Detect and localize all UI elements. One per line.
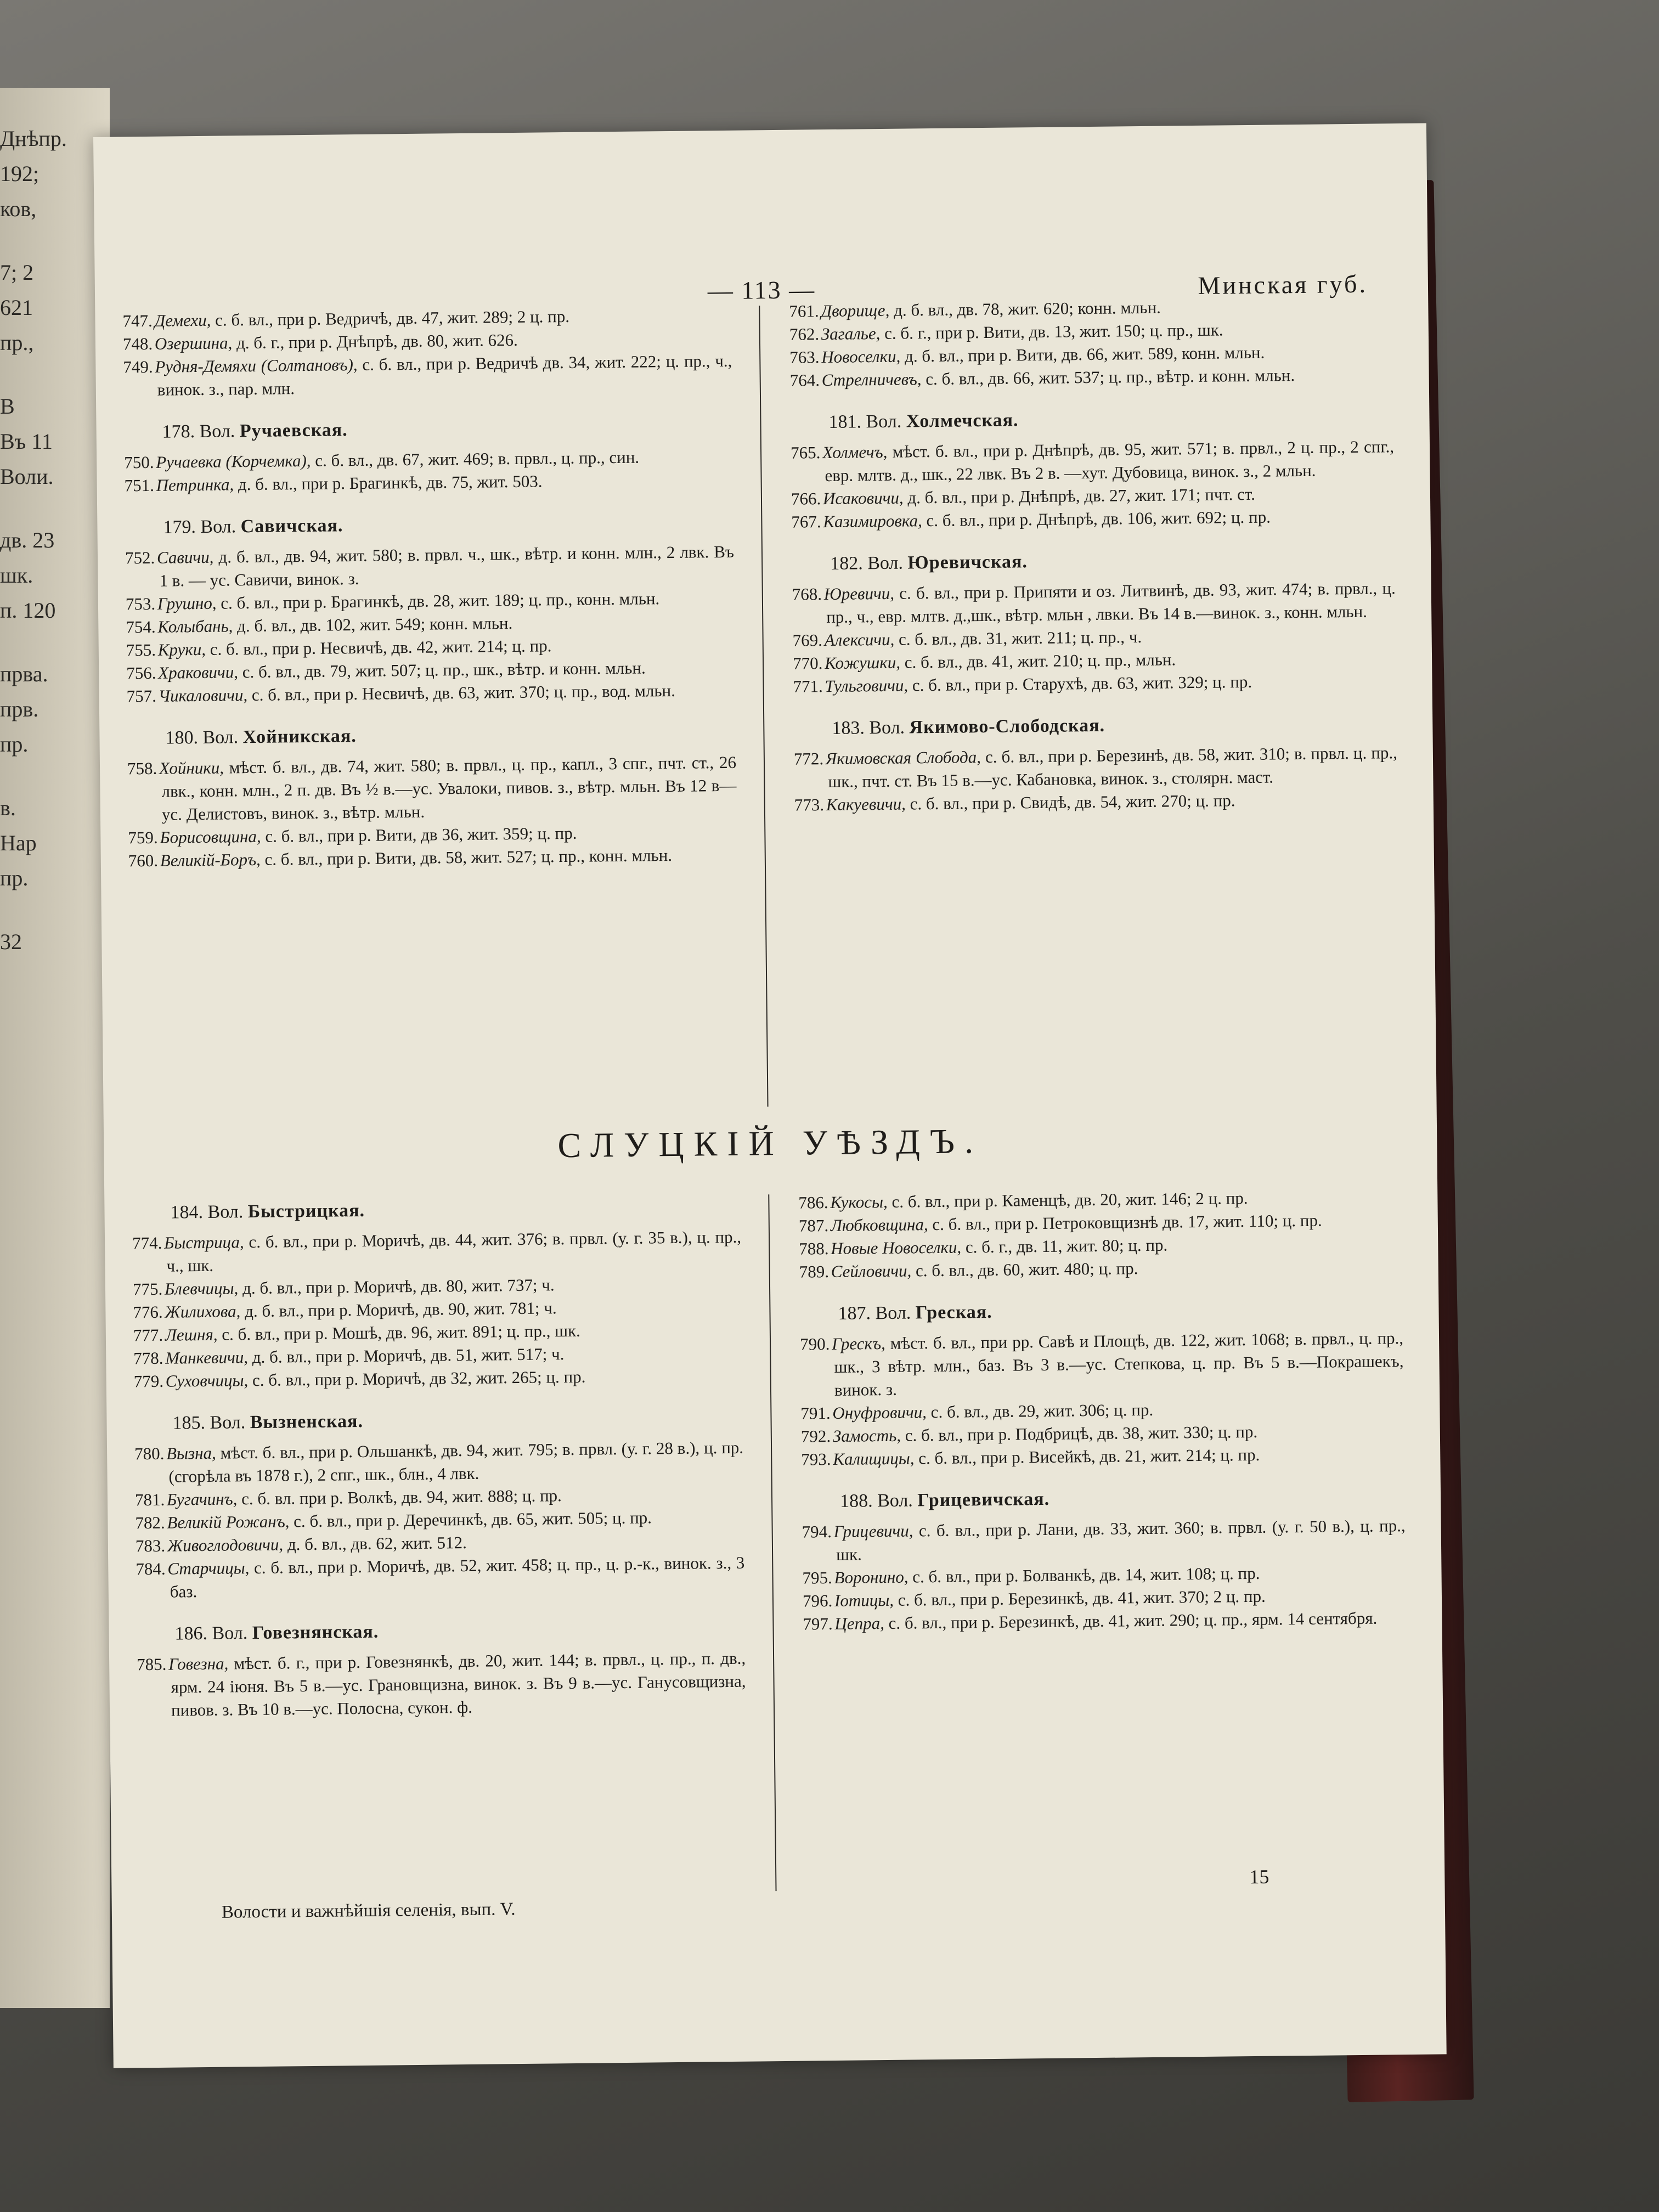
- entry-description: с. б. вл., при р. Березинкѣ, дв. 41, жит. 370; 2 ц. пр.: [898, 1586, 1266, 1610]
- entry-description: с. б. вл., при р. Болванкѣ, дв. 14, жит. 108; ц. пр.: [912, 1563, 1260, 1587]
- place-name: Жилихова,: [165, 1301, 241, 1322]
- entry-number: 768.: [792, 584, 822, 604]
- entry-description: с. б. вл., дв. 79, жит. 507; ц. пр., шк., вѣтр. и конн. мльн.: [242, 658, 646, 682]
- settlement-entry: [123, 349, 732, 402]
- volost-abbr: Вол.: [210, 1412, 246, 1433]
- settlement-entry: [802, 1514, 1406, 1567]
- volost-heading: [830, 546, 1395, 576]
- volost-abbr: Вол.: [207, 1201, 244, 1222]
- facing-page-fragment: Нар: [0, 831, 37, 855]
- volost-num: 188.: [839, 1491, 873, 1511]
- facing-page-fragment: в.: [0, 795, 16, 820]
- place-name: Стрелничевъ,: [821, 369, 922, 390]
- footer-caption: Волости и важнѣйшія селенія, вып. V.: [221, 1899, 516, 1922]
- entry-description: д. б. вл., при р. Днѣпрѣ, дв. 27, жит. 171; пчт. ст.: [907, 484, 1256, 507]
- place-name: Говезна,: [168, 1654, 229, 1674]
- volost-num: 180.: [165, 727, 199, 748]
- volost-heading: [174, 1616, 745, 1646]
- place-name: Якимовская Слобода,: [825, 747, 981, 769]
- volost-heading: [838, 1296, 1403, 1326]
- column-divider-top: [759, 306, 768, 1107]
- facing-page-fragment: пр.: [0, 732, 29, 757]
- page-number: — 113 —: [707, 275, 816, 305]
- entry-description: с. б. вл., при р. Лани, дв. 33, жит. 360; в. првл. (у. г. 50 в.), ц. пр., шк.: [836, 1516, 1406, 1564]
- volost-name: Юревичская.: [907, 551, 1028, 573]
- entry-number: 756.: [126, 663, 156, 683]
- settlement-entry: [791, 435, 1395, 488]
- place-name: Старчицы,: [167, 1558, 250, 1578]
- place-name: Какуевичи,: [826, 794, 906, 815]
- entry-description: с. б. вл., при р. Брагинкѣ, дв. 28, жит. 189; ц. пр., конн. мльн.: [221, 589, 660, 613]
- place-name: Замость,: [832, 1425, 901, 1446]
- place-name: Савичи,: [156, 547, 214, 567]
- column-bottom-right: [798, 1185, 1406, 1635]
- entry-number: 763.: [789, 347, 820, 367]
- entry-number: 748.: [122, 334, 153, 354]
- entry-description: с. б. вл., при р. Моричѣ, дв. 52, жит. 458; ц. пр., ц. р.-к., винок. з., 3 баз.: [170, 1553, 745, 1601]
- facing-page-text-fragments: [0, 88, 110, 2008]
- column-top-right: [789, 294, 1398, 816]
- volost-heading: [170, 1195, 741, 1225]
- entry-number: 754.: [126, 617, 156, 637]
- place-name: Быстрица,: [163, 1232, 244, 1252]
- volost-name: Якимово-Слободская.: [909, 715, 1105, 738]
- place-name: Грицевичи,: [833, 1521, 913, 1542]
- entry-number: 761.: [789, 301, 819, 321]
- place-name: Цепра,: [834, 1613, 885, 1633]
- entry-description: с. б. вл. при р. Волкѣ, дв. 94, жит. 888; ц. пр.: [241, 1486, 562, 1509]
- entry-number: 793.: [801, 1449, 831, 1469]
- place-name: Чикаловичи,: [158, 685, 248, 706]
- entry-number: 792.: [800, 1426, 831, 1446]
- entry-number: 755.: [126, 640, 156, 660]
- entry-number: 757.: [126, 686, 157, 706]
- entry-description: д. б. вл., при р. Моричѣ, дв. 51, жит. 517; ч.: [252, 1344, 565, 1367]
- entry-description: с. б. вл., при р. Несвичѣ, дв. 63, жит. 370; ц. пр., вод. мльн.: [251, 680, 676, 705]
- entry-number: 771.: [793, 676, 823, 696]
- entry-description: с. б. вл., при р. Несвичѣ, дв. 42, жит. 214; ц. пр.: [210, 636, 552, 659]
- running-title: Минская губ.: [1198, 269, 1368, 300]
- entry-number: 749.: [123, 357, 153, 377]
- entry-description: с. б. вл., при р. Подбрицѣ, дв. 38, жит. 330; ц. пр.: [905, 1421, 1258, 1445]
- volost-name: Быстрицкая.: [247, 1200, 365, 1222]
- entry-description: с. б. г., дв. 11, жит. 80; ц. пр.: [965, 1235, 1168, 1257]
- book-page: [93, 123, 1447, 2068]
- facing-page-fragment: пр.,: [0, 330, 34, 355]
- entry-number: 747.: [122, 311, 153, 331]
- volost-num: 181.: [828, 411, 862, 432]
- entry-description: с. б. г., при р. Вити, дв. 13, жит. 150; ц. пр., шк.: [884, 320, 1223, 343]
- entry-description: д. б. вл., дв. 94, жит. 580; в. првл. ч., шк., вѣтр. и конн. млн., 2 лвк. Въ 1 в. — ус. Савичи, винок. з.: [159, 541, 735, 590]
- place-name: Казимировка,: [823, 511, 922, 532]
- entry-number: 760.: [128, 850, 159, 871]
- volost-num: 185.: [172, 1412, 206, 1434]
- entry-description: с. б. вл., при р. Петроковщизнѣ дв. 17, жит. 110; ц. пр.: [932, 1210, 1322, 1234]
- entry-description: с. б. вл., при р. Ведричѣ, дв. 47, жит. 289; 2 ц. пр.: [215, 306, 570, 330]
- entry-number: 796.: [802, 1591, 833, 1611]
- entry-number: 772.: [793, 749, 824, 769]
- place-name: Демехи,: [154, 310, 211, 330]
- entry-number: 784.: [136, 1559, 166, 1579]
- volost-num: 186.: [174, 1623, 208, 1644]
- entry-description: с. б. вл., при р. Моричѣ, дв 32, жит. 265; ц. пр.: [252, 1367, 586, 1390]
- place-name: Вызна,: [166, 1443, 216, 1463]
- place-name: Онуфровичи,: [832, 1402, 927, 1423]
- settlement-entry: [137, 1647, 746, 1723]
- entry-description: с. б. вл., дв. 31, жит. 211; ц. пр., ч.: [898, 627, 1142, 649]
- place-name: Грескъ,: [831, 1334, 886, 1354]
- volost-num: 179.: [163, 517, 196, 538]
- entry-number: 783.: [135, 1536, 166, 1556]
- entry-description: мѣст. б. вл., при р. Днѣпрѣ, дв. 95, жит. 571; в. првл., 2 ц. пр., 2 спг., евр. млтв. д., шк., 22 лвк. Въ 2 в. —хут. Дубовица, винок. з., 2 мльн.: [825, 437, 1395, 486]
- place-name: Кожушки,: [824, 652, 901, 673]
- entry-number: 791.: [800, 1403, 831, 1423]
- volost-heading: [828, 404, 1393, 435]
- entry-description: с. б. вл., при р. Ведричѣ дв. 34, жит. 222; ц. пр., ч., винок. з., пар. млн.: [157, 351, 732, 399]
- entry-description: с. б. вл., дв. 67, жит. 469; в. првл., ц. пр., син.: [315, 447, 640, 470]
- facing-page-fragment: 32: [0, 929, 22, 954]
- volost-name: Грицевичская.: [917, 1488, 1050, 1511]
- facing-page-fragment: шк.: [0, 563, 33, 588]
- place-name: Кукосы,: [830, 1192, 888, 1212]
- entry-number: 775.: [132, 1279, 163, 1299]
- facing-page-fragment: прва.: [0, 662, 48, 686]
- uyezd-heading: СЛУЦКІЙ УѢЗДЪ.: [557, 1121, 984, 1165]
- place-name: Манкевичи,: [165, 1347, 249, 1368]
- facing-page-fragment: пр.: [0, 866, 29, 890]
- facing-page-fragment: 192;: [0, 161, 40, 186]
- entry-description: д. б. вл., при р. Моричѣ, дв. 80, жит. 737; ч.: [242, 1275, 555, 1298]
- place-name: Круки,: [157, 639, 206, 659]
- entry-number: 794.: [802, 1522, 832, 1542]
- entry-description: с. б. вл., при р. Старухѣ, дв. 63, жит. 329; ц. пр.: [912, 672, 1252, 695]
- entry-number: 780.: [134, 1443, 165, 1464]
- entry-description: с. б. вл., при р. Висейкѣ, дв. 21, жит. 214; ц. пр.: [918, 1444, 1260, 1468]
- volost-name: Холмечская.: [906, 410, 1019, 432]
- facing-page-fragment: дв. 23: [0, 528, 55, 552]
- volost-heading: [165, 720, 736, 751]
- volost-num: 184.: [170, 1202, 204, 1223]
- entry-description: д. б. вл., при р. Моричѣ, дв. 90, жит. 781; ч.: [244, 1298, 557, 1321]
- volost-name: Вызненская.: [250, 1410, 364, 1433]
- volost-name: Греская.: [915, 1301, 992, 1323]
- volost-abbr: Вол.: [869, 717, 905, 738]
- place-name: Петринка,: [156, 475, 234, 495]
- place-name: Ручаевка (Корчемка),: [156, 450, 311, 472]
- place-name: Тульговичи,: [825, 675, 909, 696]
- entry-number: 782.: [135, 1513, 165, 1533]
- place-name: Борисовщина,: [160, 826, 261, 847]
- entry-number: 790.: [799, 1334, 830, 1354]
- entry-number: 776.: [133, 1302, 163, 1322]
- entry-description: с. б. вл., при р. Каменцѣ, дв. 20, жит. 146; 2 ц. пр.: [891, 1188, 1248, 1211]
- place-name: Калищицы,: [833, 1448, 915, 1469]
- entry-description: с. б. вл., дв. 41, жит. 210; ц. пр., мльн.: [904, 650, 1176, 672]
- entry-number: 787.: [798, 1216, 829, 1235]
- facing-page-fragment: Воли.: [0, 464, 54, 489]
- entry-number: 781.: [134, 1489, 165, 1510]
- entry-description: с. б. вл., при р. Свидѣ, дв. 54, жит. 270; ц. пр.: [910, 791, 1235, 814]
- entry-description: д. б. г., при р. Днѣпрѣ, дв. 80, жит. 626.: [236, 330, 518, 353]
- entry-description: д. б. вл., дв. 78, жит. 620; конн. мльн.: [893, 297, 1161, 320]
- volost-heading: [832, 710, 1397, 741]
- place-name: Грушно,: [157, 593, 217, 613]
- place-name: Холмечъ,: [822, 442, 888, 462]
- place-name: Воронино,: [834, 1567, 909, 1588]
- entry-number: 779.: [133, 1371, 164, 1391]
- entry-number: 789.: [799, 1262, 830, 1282]
- settlement-entry: [794, 741, 1398, 794]
- settlement-entry: [136, 1551, 745, 1604]
- place-name: Загалье,: [821, 323, 881, 344]
- entry-number: 786.: [798, 1193, 828, 1212]
- entry-number: 751.: [124, 475, 155, 495]
- place-name: Іотицы,: [834, 1590, 894, 1610]
- place-name: Рудня-Демяхи (Солтановъ),: [155, 354, 358, 376]
- volost-heading: [840, 1483, 1405, 1514]
- entry-number: 777.: [133, 1325, 163, 1345]
- settlement-entry: [125, 540, 735, 593]
- place-name: Новые Новоселки,: [831, 1237, 962, 1259]
- place-name: Озершина,: [154, 333, 233, 353]
- place-name: Новоселки,: [821, 346, 901, 367]
- facing-page-fragment: 7; 2: [0, 260, 34, 285]
- entry-number: 767.: [791, 512, 821, 532]
- facing-page-fragment: Въ 11: [0, 429, 53, 454]
- entry-description: с. б. вл., при р. Березинѣ, дв. 58, жит. 310; в. првл. ц. пр., шк., пчт. ст. Въ 15 в.—ус. Кабановка, винок. з., столярн. маст.: [828, 743, 1398, 792]
- entry-description: с. б. вл., при р. Днѣпрѣ, дв. 106, жит. 692; ц. пр.: [926, 507, 1271, 531]
- settlement-entry: [800, 1327, 1404, 1402]
- volost-abbr: Вол.: [875, 1302, 911, 1324]
- entry-number: 765.: [790, 443, 821, 462]
- volost-abbr: Вол.: [212, 1623, 248, 1644]
- entry-number: 764.: [789, 370, 820, 390]
- entry-number: 770.: [792, 653, 823, 673]
- entry-description: с. б. вл., при р. Деречинкѣ, дв. 65, жит. 505; ц. пр.: [294, 1508, 652, 1531]
- volost-heading: [162, 414, 732, 444]
- volost-abbr: Вол.: [867, 552, 904, 574]
- volost-abbr: Вол.: [199, 421, 235, 442]
- volost-heading: [172, 1406, 743, 1436]
- entry-description: с. б. вл., дв. 60, жит. 480; ц. пр.: [915, 1259, 1138, 1280]
- volost-abbr: Вол.: [200, 516, 236, 537]
- entry-description: д. б. вл., при р. Брагинкѣ, дв. 75, жит. 503.: [238, 471, 543, 494]
- settlement-entry: [792, 577, 1396, 629]
- volost-abbr: Вол.: [202, 727, 239, 748]
- entry-description: мѣст. б. вл., при рр. Савѣ и Площѣ, дв. 122, жит. 1068; в. првл., ц. пр., шк., 3 вѣтр. млн., баз. Въ 3 в.—ус. Степкова, ц. пр. Въ 5 в.—Покрашекъ, винок. з.: [834, 1328, 1404, 1400]
- facing-page-fragment: прв.: [0, 697, 39, 721]
- facing-page-fragment: п. 120: [0, 598, 56, 623]
- entry-description: д. б. вл., при р. Вити, дв. 66, жит. 589, конн. мльн.: [904, 342, 1265, 366]
- place-name: Храковичи,: [158, 662, 239, 682]
- place-name: Блевчицы,: [164, 1278, 239, 1299]
- entry-description: с. б. вл., при р. Вити, дв. 58, жит. 527; ц. пр., конн. мльн.: [264, 845, 673, 869]
- place-name: Колыбань,: [157, 616, 233, 636]
- place-name: Исаковичи,: [822, 488, 904, 509]
- place-name: Любковщина,: [830, 1215, 928, 1235]
- volost-name: Хойникская.: [242, 726, 357, 748]
- entry-number: 762.: [789, 324, 820, 344]
- place-name: Живоглодовичи,: [167, 1534, 284, 1555]
- volost-num: 178.: [162, 421, 195, 442]
- entry-description: мѣст. б. г., при р. Говезнянкѣ, дв. 20, жит. 144; в. првл., ц. пр., п. дв., ярм. 24 іюня. Въ 5 в.—ус. Грановщизна, винок. з. Въ 9 в.—ус. Ганусовщизна, пивов. з. Въ 10 в.—ус. Полосна, сукон. ф.: [171, 1648, 746, 1720]
- facing-page-edge: [0, 88, 110, 2008]
- volost-name: Савичская.: [240, 515, 343, 537]
- volost-name: Ручаевская.: [239, 420, 348, 442]
- place-name: Алексичи,: [824, 629, 895, 650]
- entry-number: 769.: [792, 630, 823, 650]
- column-divider-bottom: [768, 1194, 776, 1891]
- entry-description: с. б. вл., при р. Мошѣ, дв. 96, жит. 891; ц. пр., шк.: [222, 1321, 580, 1344]
- entry-number: 750.: [124, 452, 154, 472]
- entry-number: 778.: [133, 1348, 163, 1368]
- settlement-entry: [134, 1436, 744, 1489]
- place-name: Юревичи,: [823, 583, 895, 604]
- entry-number: 758.: [127, 758, 157, 778]
- volost-num: 183.: [832, 718, 865, 738]
- facing-page-fragment: 621: [0, 295, 33, 320]
- entry-description: мѣст. б. вл., дв. 74, жит. 580; в. првл., ц. пр., капл., 3 спг., пчт. ст., 26 лвк., конн. млн., 2 п. дв. Въ ½ в.—ус. Увалоки, пивов. з., вѣтр. мльн. Въ 12 в—ус. Делистовъ, винок. з., вѣтр. мльн.: [161, 752, 737, 824]
- column-top-left: [122, 303, 737, 873]
- place-name: Лешня,: [165, 1324, 218, 1345]
- entry-description: с. б. вл., при р. Моричѣ, дв. 44, жит. 376; в. првл. (у. г. 35 в.), ц. пр., ч., шк.: [166, 1227, 742, 1276]
- entry-number: 797.: [803, 1614, 833, 1634]
- entry-number: 774.: [132, 1233, 162, 1253]
- facing-page-fragment: Днѣпр.: [0, 126, 67, 151]
- place-name: Суховчицы,: [165, 1370, 249, 1391]
- entry-description: д. б. вл., дв. 102, жит. 549; конн. мльн.: [236, 613, 513, 636]
- place-name: Дворище,: [821, 300, 890, 321]
- entry-description: д. б. вл., дв. 62, жит. 512.: [287, 1533, 467, 1554]
- volost-num: 182.: [830, 553, 863, 574]
- signature-mark: 15: [1249, 1865, 1269, 1888]
- place-name: Сейловичи,: [831, 1261, 912, 1282]
- place-name: Великій-Боръ,: [160, 849, 261, 870]
- entry-number: 788.: [799, 1239, 829, 1259]
- settlement-entry: [127, 751, 737, 827]
- entry-number: 766.: [791, 489, 821, 509]
- entry-number: 785.: [136, 1654, 167, 1674]
- entry-number: 759.: [128, 827, 158, 848]
- place-name: Хойники,: [159, 758, 224, 778]
- entry-number: 773.: [794, 795, 825, 815]
- entry-description: с. б. вл., при р. Березинкѣ, дв. 41, жит. 290; ц. пр., ярм. 14 сентября.: [888, 1608, 1378, 1633]
- volost-abbr: Вол.: [877, 1490, 913, 1511]
- entry-description: с. б. вл., при р. Припяти и оз. Литвинѣ, дв. 93, жит. 474; в. првл., ц. пр., ч., евр. млтв. д.,шк., вѣтр. мльн , лвки. Въ 14 в.—винок. з., конн. мльн.: [826, 578, 1396, 627]
- entry-number: 753.: [125, 594, 156, 614]
- volost-abbr: Вол.: [866, 411, 902, 432]
- facing-page-fragment: B: [0, 394, 15, 419]
- entry-description: с. б. вл., дв. 29, жит. 306; ц. пр.: [930, 1400, 1154, 1422]
- volost-num: 187.: [838, 1303, 871, 1324]
- entry-number: 752.: [125, 548, 155, 568]
- volost-name: Говезнянская.: [252, 1621, 379, 1644]
- volost-heading: [163, 510, 733, 540]
- column-bottom-left: [132, 1195, 746, 1723]
- entry-number: 795.: [802, 1568, 833, 1588]
- place-name: Великій Рожанъ,: [167, 1511, 290, 1532]
- entry-description: с. б. вл., при р. Вити, дв 36, жит. 359; ц. пр.: [265, 823, 577, 846]
- facing-page-fragment: ков,: [0, 196, 37, 221]
- settlement-entry: [132, 1226, 742, 1278]
- entry-description: с. б. вл., дв. 66, жит. 537; ц. пр., вѣтр. и конн. мльн.: [926, 365, 1295, 389]
- entry-description: мѣст. б. вл., при р. Ольшанкѣ, дв. 94, жит. 795; в. првл. (у. г. 28 в.), ц. пр. (сгорѣла въ 1878 г.), 2 спг., шк., блн., 4 лвк.: [168, 1437, 744, 1486]
- place-name: Бугачинъ,: [166, 1489, 238, 1509]
